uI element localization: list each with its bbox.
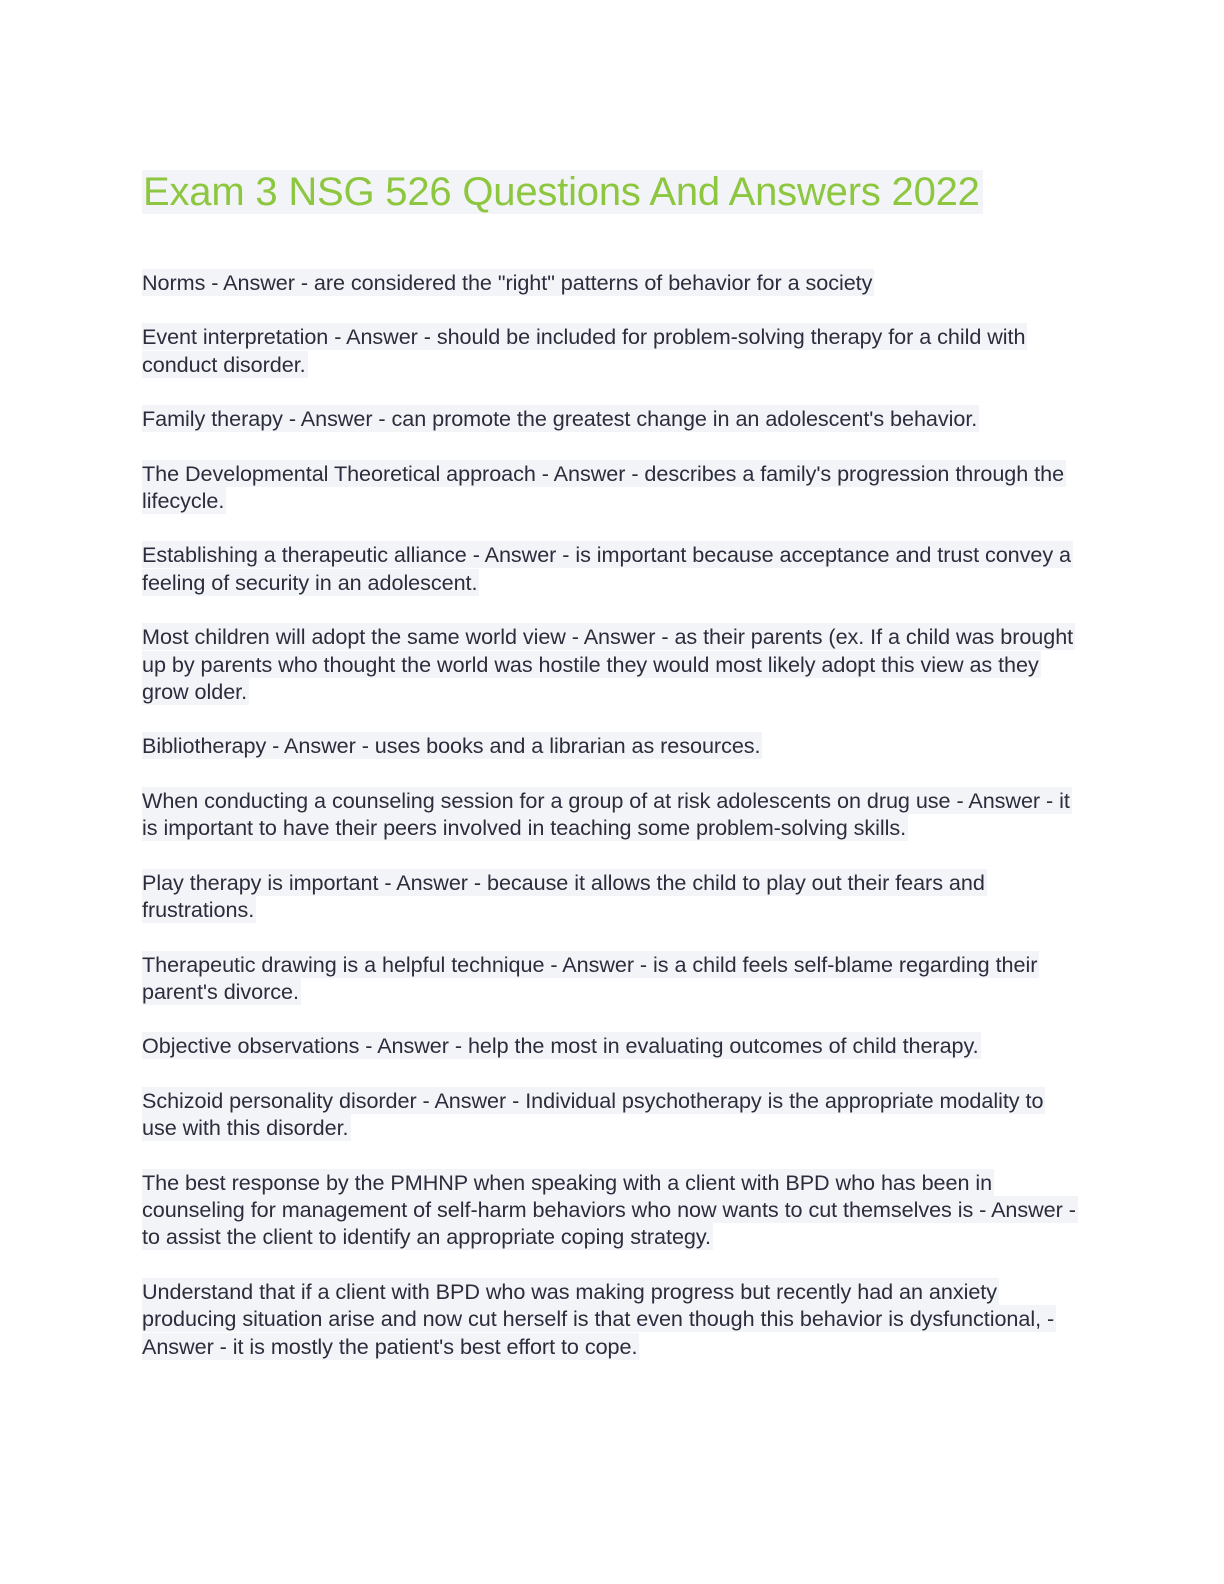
qa-item (142, 541, 1082, 596)
page-title-text: Exam 3 NSG 526 Questions And Answers 2022 (142, 170, 983, 214)
qa-item-text: Therapeutic drawing is a helpful technique - Answer - is a child feels self-blame regarding their parent's divorce. (142, 951, 1038, 1004)
qa-item-text: Schizoid personality disorder - Answer - Individual psychotherapy is the appropriate modality to use with this disorder. (142, 1087, 1044, 1141)
qa-item-text: Event interpretation - Answer - should be included for problem-solving therapy for a child with conduct disorder. (142, 324, 1026, 377)
qa-item (142, 623, 1082, 705)
qa-item (142, 405, 1082, 432)
qa-item (142, 269, 1082, 296)
qa-item (142, 869, 1082, 924)
qa-item (142, 1169, 1082, 1251)
qa-item-text: Norms - Answer - are considered the "right" patterns of behavior for a society (142, 270, 873, 295)
qa-item (142, 732, 1082, 759)
qa-item-text: Establishing a therapeutic alliance - Answer - is important because acceptance and trust convey a feeling of security in an adolescent. (142, 542, 1071, 595)
qa-item-text: Most children will adopt the same world view - Answer - as their parents (ex. If a child was brought up by parents who thought the world was hostile they would most likely adopt this view as they grow older. (142, 624, 1074, 705)
qa-item (142, 460, 1082, 515)
qa-item-text: Objective observations - Answer - help the most in evaluating outcomes of child therapy. (142, 1033, 979, 1059)
qa-list (142, 269, 1082, 1387)
qa-item (142, 787, 1082, 842)
qa-item-text: The Developmental Theoretical approach - Answer - describes a family's progression through the lifecycle. (142, 460, 1065, 514)
qa-item (142, 1087, 1082, 1142)
qa-item-text: The best response by the PMHNP when speaking with a client with BPD who has been in counseling for management of self-harm behaviors who now wants to cut themselves is - Answer - to assist the client to identify an appropriate coping strategy. (142, 1169, 1076, 1250)
qa-item-text: Understand that if a client with BPD who was making progress but recently had an anxiety producing situation arise and now cut herself is that even though this behavior is dysfunctional, - Answer - it is mostly the patient's best effort to cope. (142, 1278, 1055, 1359)
qa-item (142, 323, 1082, 378)
qa-item (142, 1278, 1082, 1360)
qa-item-text: Bibliotherapy - Answer - uses books and a librarian as resources. (142, 733, 761, 759)
qa-item (142, 951, 1082, 1006)
qa-item-text: Play therapy is important - Answer - because it allows the child to play out their fears and frustrations. (142, 869, 985, 923)
qa-item-text: When conducting a counseling session for a group of at risk adolescents on drug use - Answer - it is important to have their peers involved in teaching some problem-solving skills. (142, 787, 1070, 841)
qa-item (142, 1032, 1082, 1059)
qa-item-text: Family therapy - Answer - can promote the greatest change in an adolescent's behavior. (142, 406, 978, 432)
page-title (142, 168, 983, 216)
